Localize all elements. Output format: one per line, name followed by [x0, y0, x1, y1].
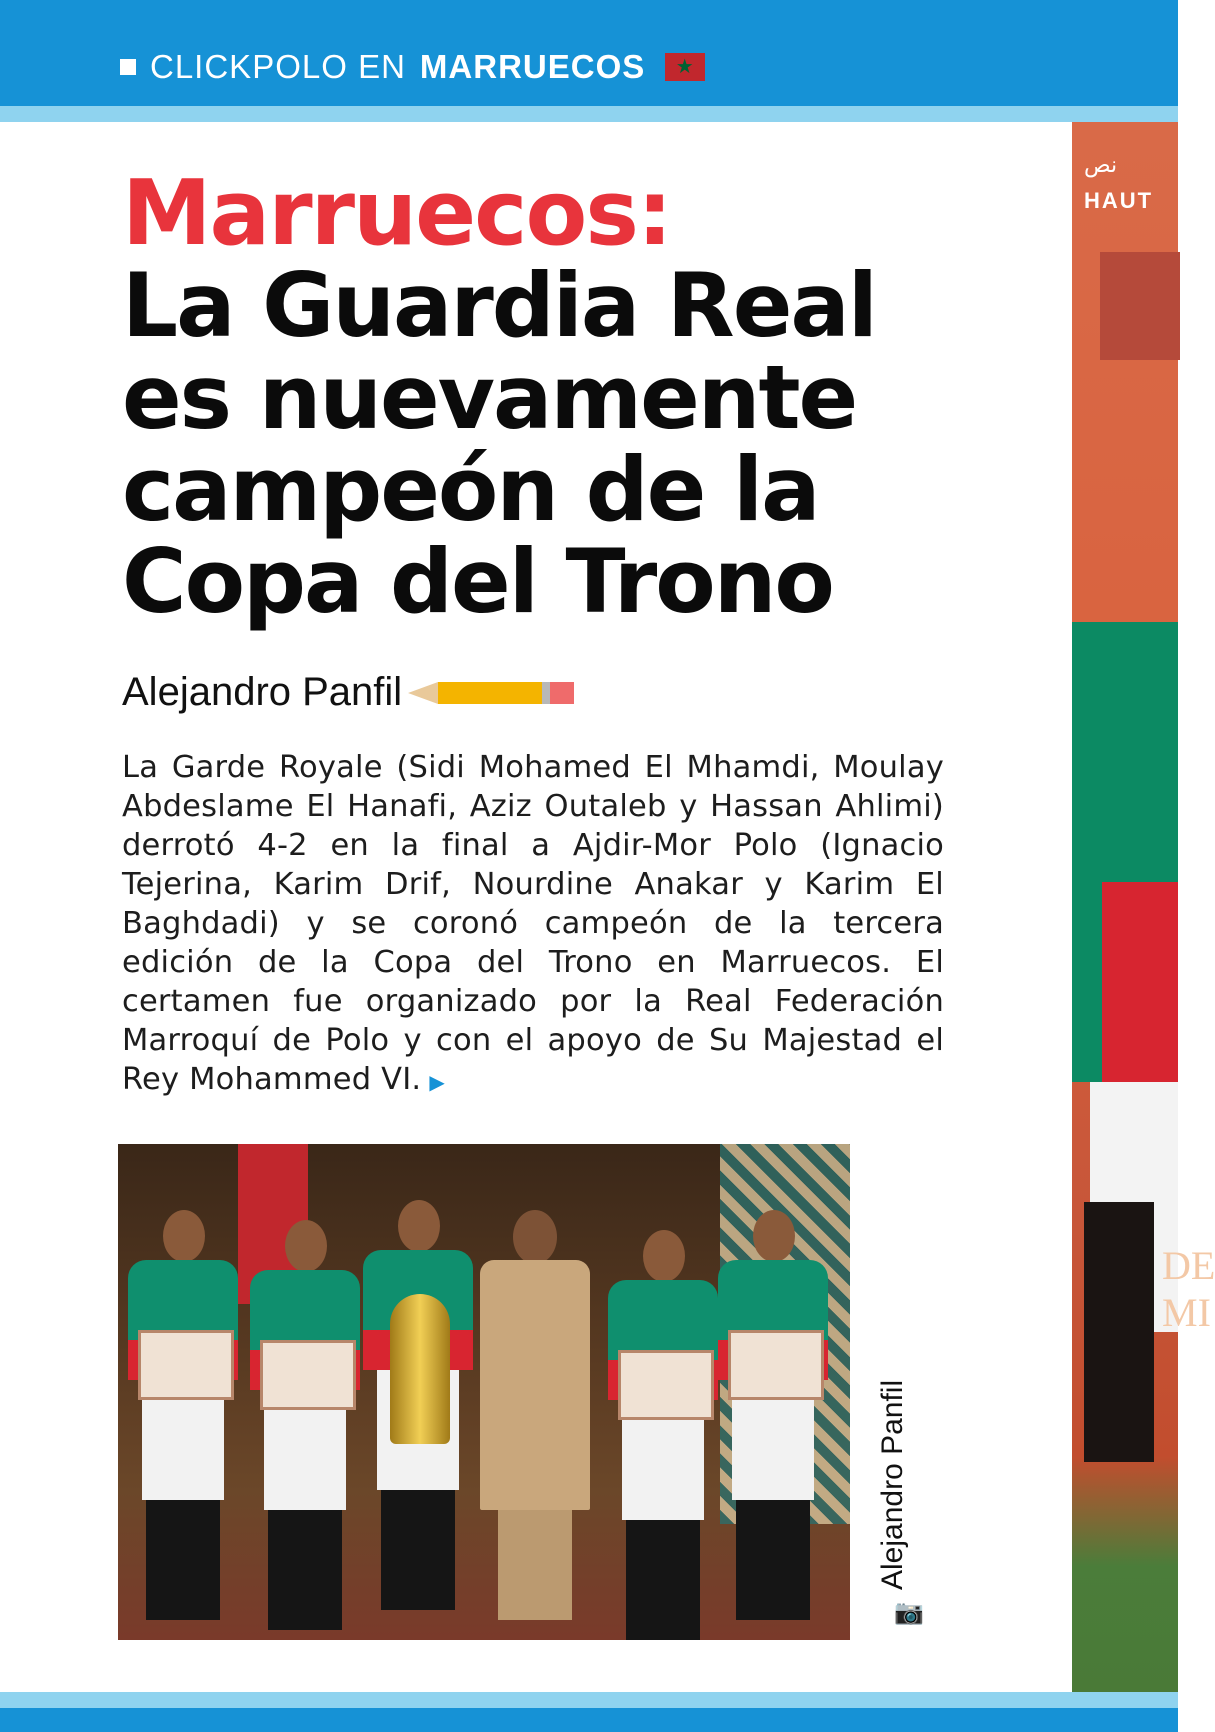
player-figure	[250, 1190, 360, 1640]
footer-accent-bar	[0, 1692, 1178, 1708]
title-country: Marruecos:	[122, 161, 671, 266]
continue-arrow-icon: ▶	[429, 1070, 445, 1094]
article-title	[122, 161, 952, 633]
section-label	[120, 48, 705, 86]
side-photo-player-sash	[1102, 882, 1178, 1082]
article-body	[122, 748, 944, 1102]
article-body-text: La Garde Royale (Sidi Mohamed El Mhamdi, Moulay Abdeslame El Hanafi, Aziz Outaleb y Hassan Ahlimi) derrotó 4-2 en la final a Ajdir-Mor Polo (Ignacio Tejerina, Karim Drif, Nourdine Anakar y Karim El Baghdadi) y se coronó campeón de la tercera edición de la Copa del Trono en Marruecos. El certamen fue organizado por la Real Federación Marroquí de Polo y con el apoyo de Su Majestad el Rey Mohammed VI.	[122, 750, 944, 1097]
header-accent-bar	[0, 106, 1178, 122]
side-photo-banner-text: DE MI	[1162, 1243, 1215, 1335]
section-prefix: CLICKPOLO EN	[150, 48, 406, 85]
player-figure	[608, 1200, 718, 1640]
player-figure	[718, 1180, 828, 1640]
side-photo-logo-text: HAUT	[1084, 188, 1154, 213]
author-name: Alejandro Panfil	[122, 670, 403, 714]
player-figure	[128, 1180, 238, 1640]
pencil-icon	[408, 682, 574, 704]
author-byline	[122, 670, 574, 715]
title-line-2: es nuevamente	[122, 346, 857, 449]
side-photo-player-boot	[1084, 1202, 1154, 1462]
title-line-3: campeón de la	[122, 438, 819, 541]
trophy	[390, 1294, 450, 1444]
camera-icon: 📷	[894, 1599, 924, 1626]
side-photo	[1072, 122, 1215, 1692]
footer-bar	[0, 1708, 1178, 1732]
photo-credit	[868, 1330, 928, 1630]
officer-figure	[480, 1180, 590, 1620]
section-country: MARRUECOS	[419, 48, 646, 85]
title-line-4: Copa del Trono	[122, 530, 833, 633]
photo-credit-text: Alejandro Panfil	[876, 1379, 909, 1590]
square-bullet-icon	[120, 59, 136, 75]
morocco-flag-icon	[665, 53, 705, 81]
title-line-1: La Guardia Real	[122, 254, 876, 357]
side-photo-banner	[1100, 252, 1180, 360]
side-photo-arabic-text: نص	[1084, 152, 1118, 177]
team-photo	[118, 1144, 850, 1640]
